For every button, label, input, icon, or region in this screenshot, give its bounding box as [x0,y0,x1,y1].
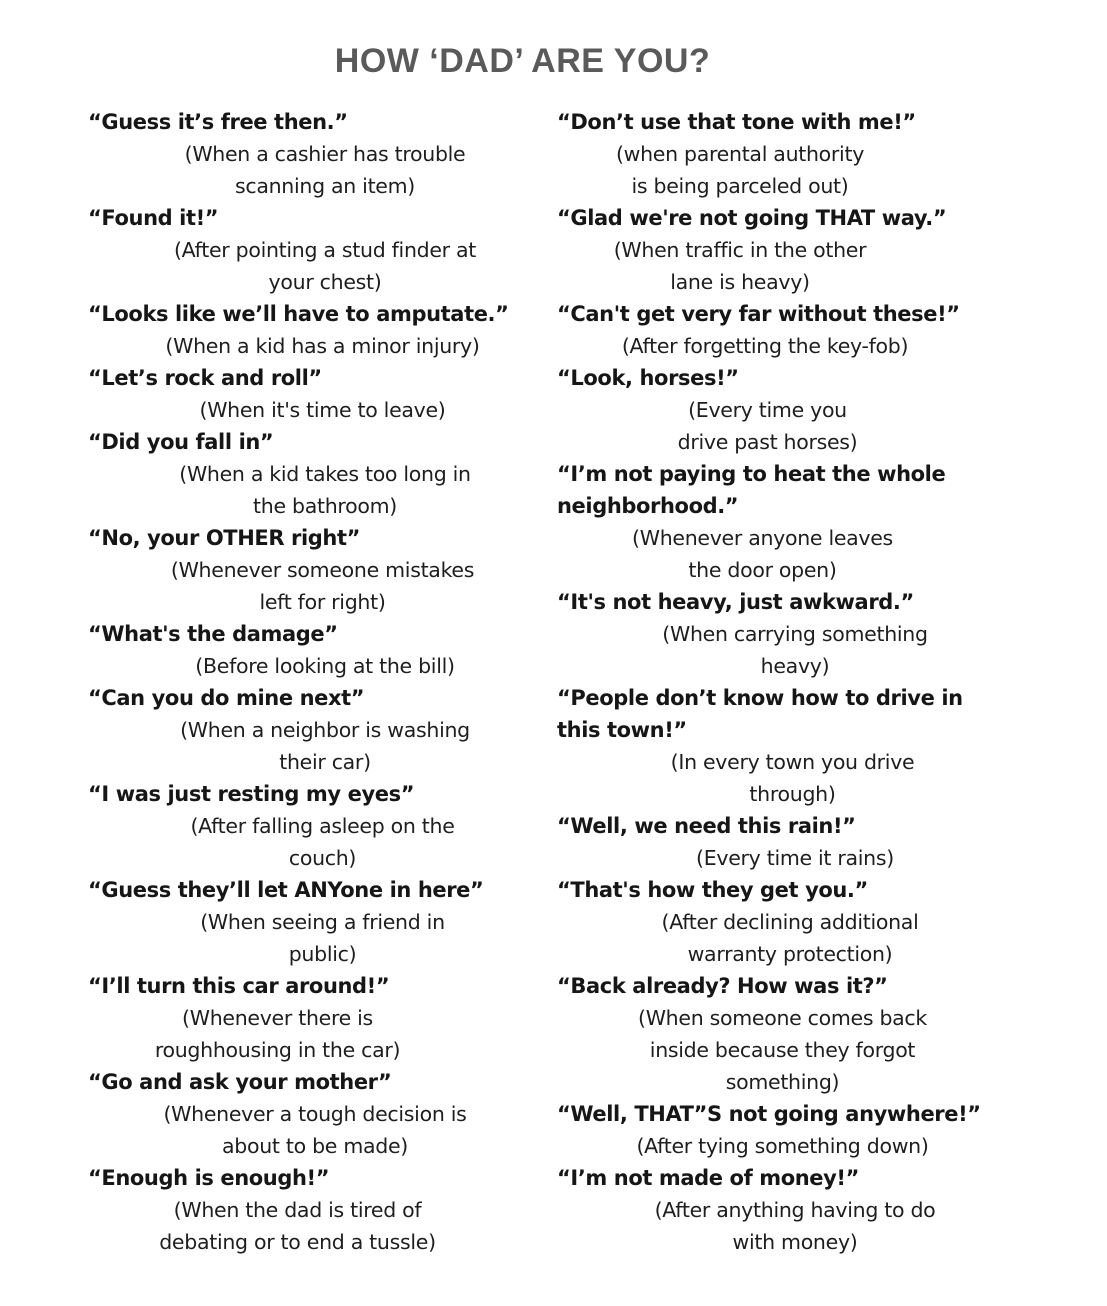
saying-entry [88,106,528,202]
saying-context-line: your chest) [268,270,382,294]
saying-entry [88,778,528,874]
saying-context [645,618,945,682]
saying-quote: “Can't get very far without these!” [557,302,960,326]
saying-context-line: (Whenever there is [182,1006,373,1030]
saying-context [635,1194,955,1258]
saying-quote: “Well, we need this rain!” [557,814,856,838]
saying-context-line: (After declining additional [661,910,919,934]
saying-context [170,138,480,202]
saying-quote: “Well, THAT”S not going anywhere!” [557,1102,981,1126]
saying-quote: “People don’t know how to drive in [557,686,963,710]
saying-context [160,554,485,618]
right-column [557,106,1007,1258]
saying-entry [88,874,528,970]
saying-quote: “No, your OTHER right” [88,526,360,550]
saying-context-line: (After pointing a stud finder at [173,238,477,262]
saying-context-line: heavy) [760,654,830,678]
saying-entry [88,522,528,618]
saying-entry [557,106,1007,202]
saying-quote: “Enough is enough!” [88,1166,330,1190]
saying-entry [88,426,528,522]
saying-context-line: scanning an item) [234,174,415,198]
saying-entry [88,682,528,778]
saying-context-line: (After forgetting the key-fob) [621,334,909,358]
saying-entry [557,586,1007,682]
saying-context-line: lane is heavy) [670,270,810,294]
saying-quote: “What's the damage” [88,622,338,646]
saying-context-line: (When the dad is tired of [173,1198,422,1222]
saying-context [680,842,910,874]
saying-context-line: (When carrying something [662,622,928,646]
saying-context [145,1194,450,1258]
saying-context [155,330,490,362]
saying-context-line: inside because they forgot [649,1038,916,1062]
saying-context-line: (when parental authority [615,142,865,166]
saying-quote: “Looks like we’ll have to amputate.” [88,302,509,326]
saying-quote: “Found it!” [88,206,219,230]
saying-context-line: (When a neighbor is washing [180,718,470,742]
saying-quote: “Let’s rock and roll” [88,366,322,390]
saying-entry [557,202,1007,298]
saying-context-line: (When it's time to leave) [199,398,446,422]
saying-quote: “Glad we're not going THAT way.” [557,206,947,230]
saying-entry [88,618,528,682]
saying-context [180,650,470,682]
saying-context [655,394,880,458]
saying-context-line: (After tying something down) [636,1134,929,1158]
saying-context-line: drive past horses) [677,430,858,454]
left-column [88,106,528,1258]
saying-entry [557,874,1007,970]
saying-context-line: debating or to end a tussle) [159,1230,436,1254]
saying-context [175,810,470,874]
saying-context-line: (When a cashier has trouble [184,142,466,166]
saying-context-line: couch) [288,846,357,870]
saying-entry [557,1162,1007,1258]
saying-context-line: left for right) [259,590,386,614]
saying-entry [557,1098,1007,1162]
saying-context [610,1002,955,1098]
saying-context-line: through) [749,782,836,806]
saying-context-line: warranty protection) [687,942,893,966]
saying-quote: “I’m not paying to heat the whole [557,462,946,486]
saying-entry [88,970,528,1066]
saying-entry [557,458,1007,586]
saying-context-line: (Before looking at the bill) [195,654,455,678]
saying-context [640,906,940,970]
saying-quote: “Don’t use that tone with me!” [557,110,916,134]
saying-entry [557,970,1007,1098]
saying-context [185,906,460,970]
saying-quote: neighborhood.” [557,494,739,518]
saying-quote: “That's how they get you.” [557,878,868,902]
saying-context-line: with money) [732,1230,858,1254]
saying-context-line: about to be made) [222,1134,408,1158]
saying-entry [88,362,528,426]
saying-context-line: (Whenever anyone leaves [632,526,893,550]
saying-context-line: public) [288,942,357,966]
saying-context-line: (Whenever a tough decision is [163,1102,467,1126]
saying-context-line: (After anything having to do [654,1198,936,1222]
saying-quote: “Go and ask your mother” [88,1070,392,1094]
saying-quote: “Look, horses!” [557,366,739,390]
saying-context [150,1098,480,1162]
saying-context [185,394,460,426]
saying-entry [88,1162,528,1258]
saying-context [655,746,930,810]
saying-context-line: (When a kid has a minor injury) [165,334,480,358]
saying-context-line: roughhousing in the car) [154,1038,401,1062]
saying-quote: “I was just resting my eyes” [88,782,415,806]
saying-context-line: their car) [279,750,371,774]
saying-context [600,330,930,362]
saying-context [615,1130,950,1162]
saying-context [595,234,885,298]
saying-context-line: (When a kid takes too long in [179,462,471,486]
saying-context-line: (After falling asleep on the [190,814,455,838]
saying-quote: “Guess it’s free then.” [88,110,348,134]
saying-context [165,714,485,778]
saying-quote: “Guess they’ll let ANYone in here” [88,878,484,902]
saying-context-line: (Every time it rains) [696,846,894,870]
saying-entry [557,810,1007,874]
saying-quote: “Can you do mine next” [88,686,365,710]
saying-entry [557,682,1007,810]
saying-context [615,522,910,586]
saying-context-line: (In every town you drive [670,750,915,774]
saying-quote: this town!” [557,718,687,742]
saying-quote: “Back already? How was it?” [557,974,888,998]
saying-quote: “Did you fall in” [88,430,274,454]
saying-entry [88,298,528,362]
saying-entry [88,202,528,298]
saying-context-line: (Every time you [688,398,847,422]
saying-quote: “It's not heavy, just awkward.” [557,590,914,614]
saying-entry [557,298,1007,362]
saying-context-line: the door open) [688,558,837,582]
saying-quote: “I’m not made of money!” [557,1166,859,1190]
saying-entry [88,1066,528,1162]
saying-context [165,458,485,522]
saying-context [140,1002,415,1066]
saying-context [160,234,490,298]
saying-entry [557,362,1007,458]
saying-context-line: (When traffic in the other [613,238,867,262]
page-title: HOW ‘DAD’ ARE YOU? [334,42,711,80]
saying-context-line: something) [725,1070,840,1094]
saying-context [590,138,890,202]
saying-quote: “I’ll turn this car around!” [88,974,390,998]
saying-context-line: (When someone comes back [638,1006,927,1030]
saying-context-line: is being parceled out) [631,174,849,198]
saying-context-line: (Whenever someone mistakes [170,558,475,582]
saying-context-line: (When seeing a friend in [200,910,445,934]
saying-context-line: the bathroom) [253,494,397,518]
